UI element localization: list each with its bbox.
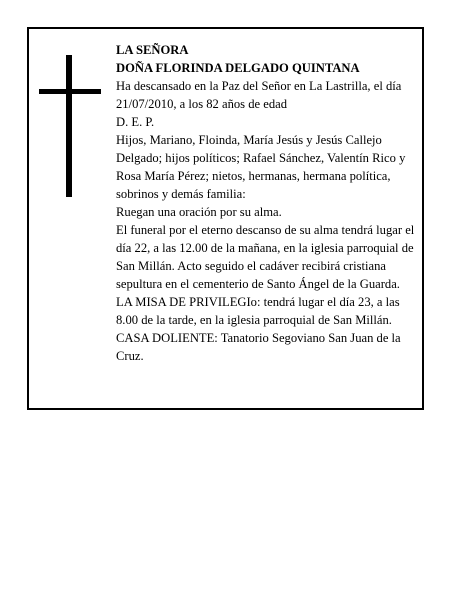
cross-icon — [39, 55, 101, 197]
notice-text — [116, 41, 416, 365]
notice-heading: LA SEÑORA — [116, 43, 189, 57]
deceased-name: DOÑA FLORINDA DELGADO QUINTANA — [116, 61, 360, 75]
prayer-request: Ruegan una oración por su alma. — [116, 205, 282, 219]
cross-horizontal-bar — [39, 89, 101, 94]
family-list: Hijos, Mariano, Floinda, María Jesús y Jesús Callejo Delgado; hijos políticos; Rafael Sánchez, Valentín Rico y Rosa María Pérez; nietos, hermanas, hermana política, sobrinos y demás familia: — [116, 133, 406, 201]
funeral-details: El funeral por el eterno descanso de su alma tendrá lugar el día 22, a las 12.00 de la mañana, en la iglesia parroquial de San Millán. Acto seguido el cadáver recibirá cristiana sepultura en el cementerio de Santo Ángel de la Guarda. — [116, 223, 415, 291]
passing-details: Ha descansado en la Paz del Señor en La Lastrilla, el día 21/07/2010, a los 82 años de edad — [116, 79, 402, 111]
mass-details: LA MISA DE PRIVILEGIo: tendrá lugar el día 23, a las 8.00 de la tarde, en la iglesia parroquial de San Millán. CASA DOLIENTE: Tanatorio Segoviano San Juan de la Cruz. — [116, 295, 401, 363]
cross-vertical-bar — [66, 55, 72, 197]
obituary-notice — [27, 27, 424, 410]
dep-line: D. E. P. — [116, 115, 155, 129]
